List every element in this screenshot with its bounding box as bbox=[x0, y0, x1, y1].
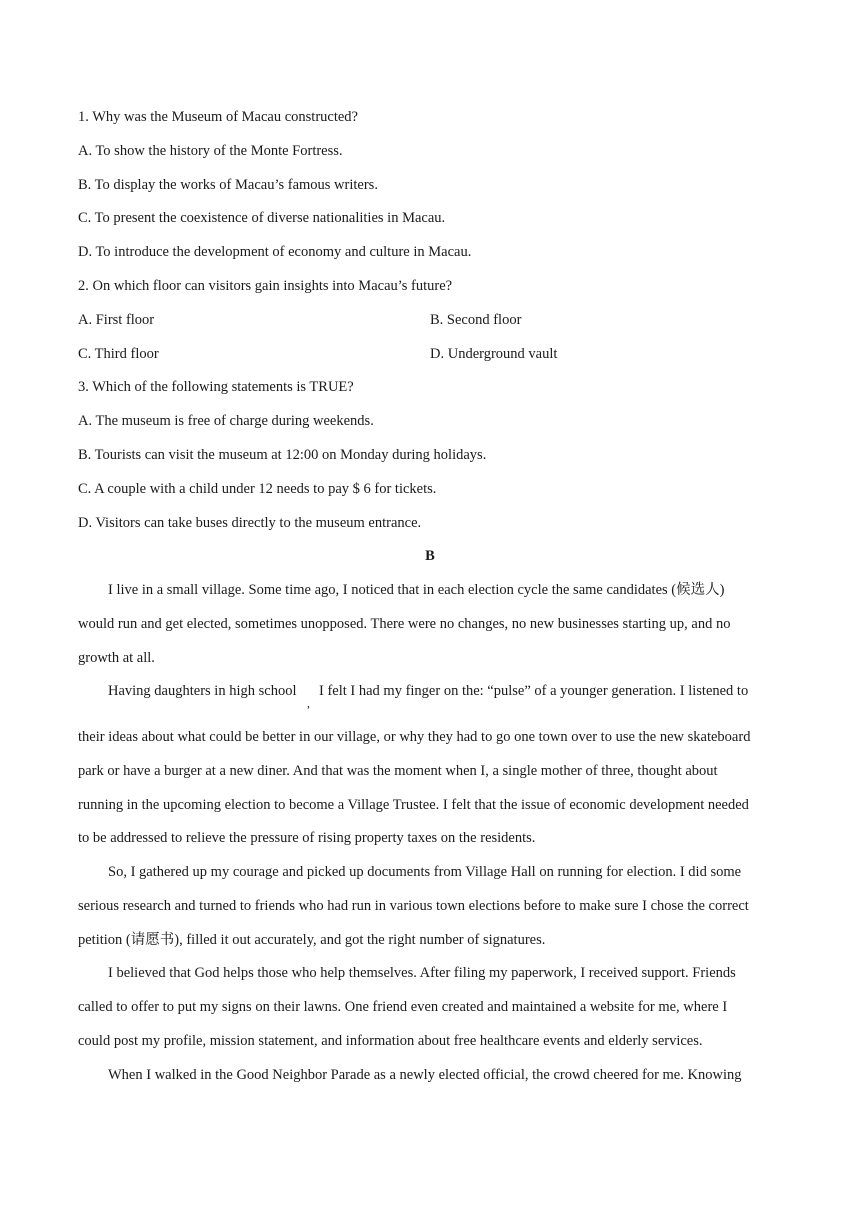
passage-line: their ideas about what could be better in our village, or why they had to go one town over to use the new skateboard bbox=[78, 729, 751, 745]
question-1-option-d: D. To introduce the development of economy and culture in Macau. bbox=[78, 244, 472, 260]
passage-line: So, I gathered up my courage and picked up documents from Village Hall on running for election. I did some bbox=[108, 864, 742, 880]
question-2-option-d: D. Underground vault bbox=[430, 346, 558, 362]
question-2-option-c: C. Third floor bbox=[78, 346, 159, 362]
question-2-option-a: A. First floor bbox=[78, 312, 155, 328]
passage-line: could post my profile, mission statement, and information about free healthcare events and elderly services. bbox=[78, 1033, 703, 1049]
question-3-option-c: C. A couple with a child under 12 needs to pay $ 6 for tickets. bbox=[78, 481, 437, 497]
passage-line: I felt I had my finger on the: “pulse” of a younger generation. I listened to bbox=[319, 683, 749, 699]
question-1-option-c: C. To present the coexistence of diverse nationalities in Macau. bbox=[78, 210, 446, 226]
passage-line: petition (请愿书), filled it out accurately, and got the right number of signatures. bbox=[78, 932, 546, 948]
passage-line: growth at all. bbox=[78, 650, 155, 666]
question-3-option-b: B. Tourists can visit the museum at 12:00 on Monday during holidays. bbox=[78, 447, 487, 463]
passage-line: running in the upcoming election to become a Village Trustee. I felt that the issue of economic development needed bbox=[78, 797, 749, 813]
question-1-stem: 1. Why was the Museum of Macau constructed? bbox=[78, 109, 358, 125]
passage-line: I believed that God helps those who help themselves. After filing my paperwork, I received support. Friends bbox=[108, 965, 736, 981]
stray-comma: , bbox=[307, 696, 310, 710]
question-2-stem: 2. On which floor can visitors gain insights into Macau’s future? bbox=[78, 278, 453, 294]
passage-line: called to offer to put my signs on their lawns. One friend even created and maintained a website for me, where I bbox=[78, 999, 728, 1015]
question-2-option-b: B. Second floor bbox=[430, 312, 522, 328]
passage-line: Having daughters in high school bbox=[108, 683, 297, 699]
passage-line: park or have a burger at a new diner. And that was the moment when I, a single mother of three, thought about bbox=[78, 763, 718, 779]
passage-line: When I walked in the Good Neighbor Parade as a newly elected official, the crowd cheered for me. Knowing bbox=[108, 1067, 742, 1083]
section-b-heading: B bbox=[425, 548, 435, 564]
passage-line: serious research and turned to friends who had run in various town elections before to make sure I chose the correct bbox=[78, 898, 749, 914]
question-3-option-a: A. The museum is free of charge during weekends. bbox=[78, 413, 374, 429]
question-3-option-d: D. Visitors can take buses directly to the museum entrance. bbox=[78, 515, 422, 531]
passage-line: I live in a small village. Some time ago, I noticed that in each election cycle the same candidates (候选人) bbox=[108, 582, 725, 598]
passage-line: would run and get elected, sometimes unopposed. There were no changes, no new businesses starting up, and no bbox=[78, 616, 731, 632]
passage-line: to be addressed to relieve the pressure of rising property taxes on the residents. bbox=[78, 830, 536, 846]
question-3-stem: 3. Which of the following statements is TRUE? bbox=[78, 379, 354, 395]
question-1-option-a: A. To show the history of the Monte Fortress. bbox=[78, 143, 343, 159]
question-1-option-b: B. To display the works of Macau’s famous writers. bbox=[78, 177, 378, 193]
